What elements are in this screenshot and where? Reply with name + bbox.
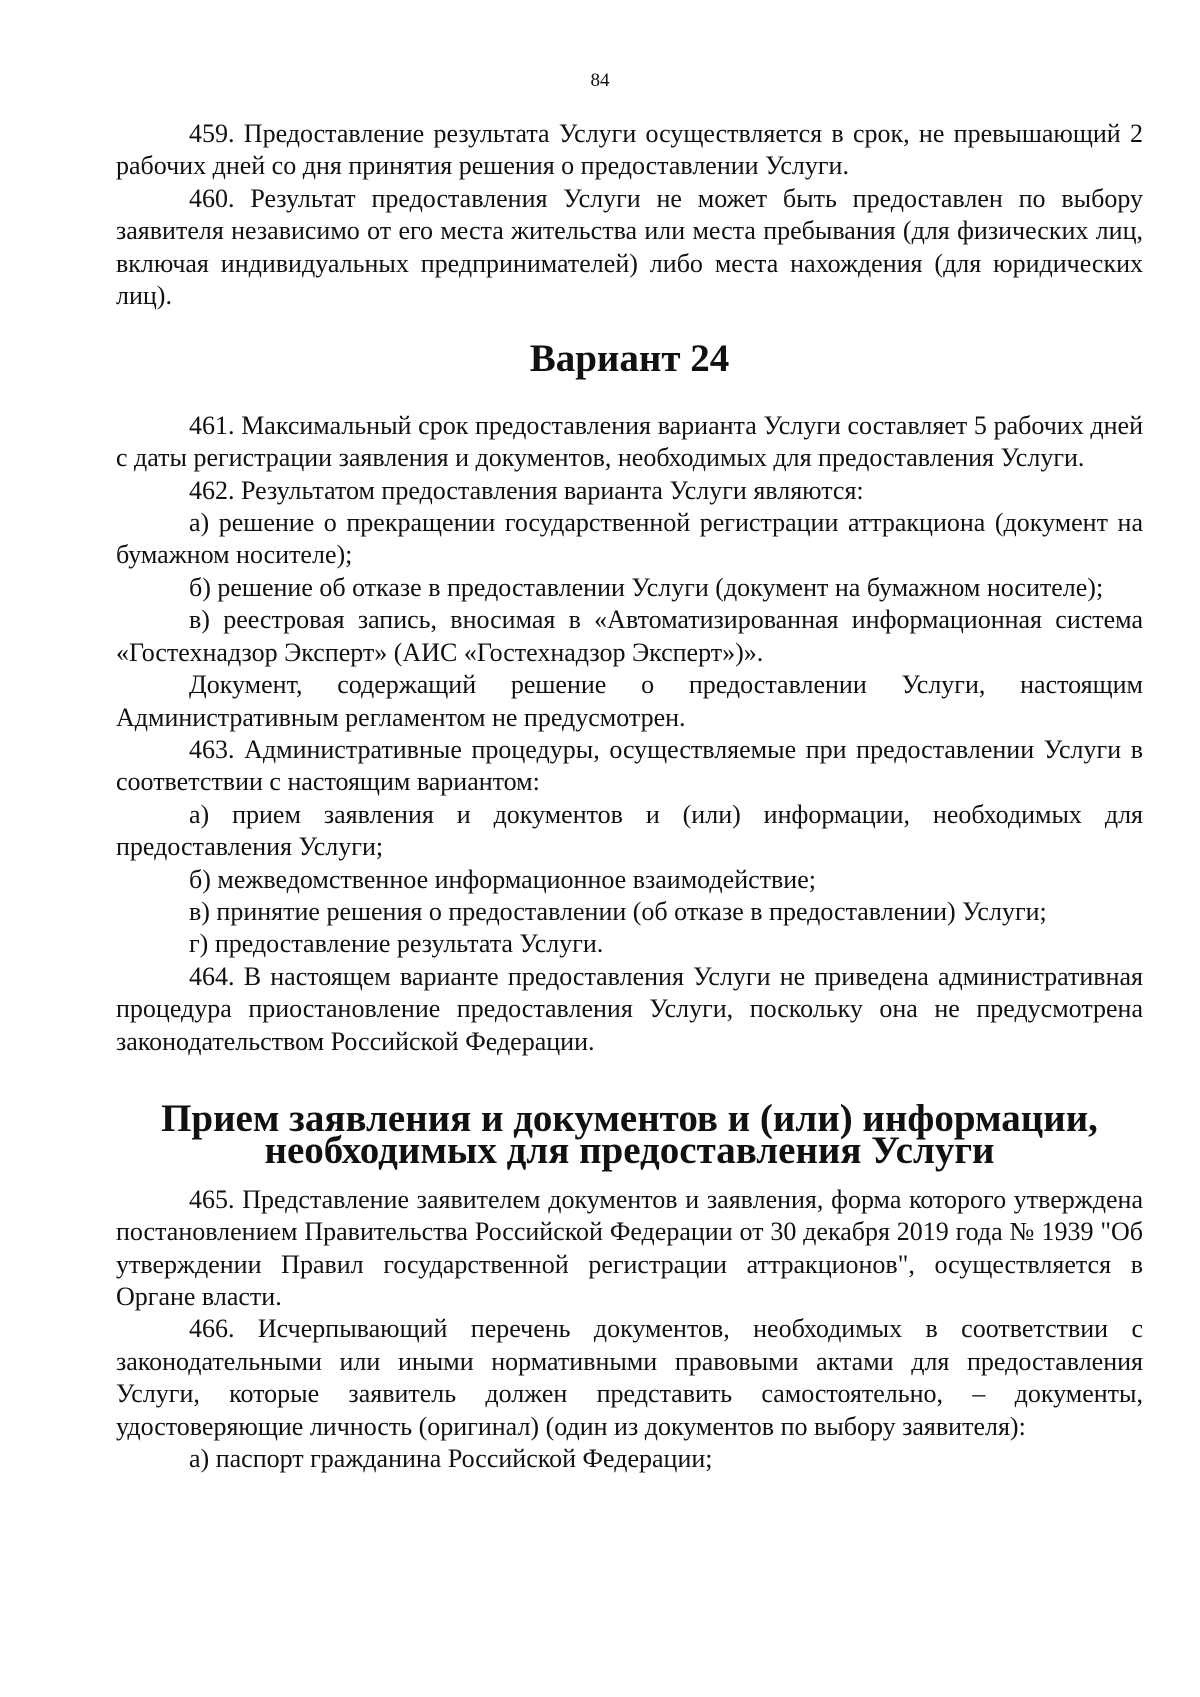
- paragraph-460: 460. Результат предоставления Услуги не может быть предоставлен по выбору заявителя независимо от его места жительства или места пребывания (для физических лиц, включая индивидуальных предпринимателей) либо места нахождения (для юридических лиц).: [116, 183, 1143, 311]
- document-body: [116, 118, 1143, 1475]
- paragraph-461: 461. Максимальный срок предоставления варианта Услуги составляет 5 рабочих дней с даты регистрации заявления и документов, необходимых для предоставления Услуги.: [116, 410, 1143, 473]
- section-heading-variant: Вариант 24: [529, 337, 730, 381]
- list-item-463-v: в) принятие решения о предоставлении (об отказе в предоставлении) Услуги;: [189, 896, 1047, 926]
- list-item-462-a: а) решение о прекращении государственной регистрации аттракциона (документ на бумажном носителе);: [116, 508, 1143, 570]
- paragraph-document-note: Документ, содержащий решение о предоставлении Услуги, настоящим Административным регламентом не предусмотрен.: [116, 670, 1143, 732]
- paragraph-463: 463. Административные процедуры, осуществляемые при предоставлении Услуги в соответствии с настоящим вариантом:: [116, 734, 1143, 797]
- list-item-466-a: а) паспорт гражданина Российской Федерации;: [189, 1444, 713, 1474]
- paragraph-459: 459. Предоставление результата Услуги осуществляется в срок, не превышающий 2 рабочих дней со дня принятия решения о предоставлении Услуги.: [116, 119, 1143, 181]
- section-heading-intake: Прием заявления и документов и (или) информации, необходимых для предоставления Услуги: [161, 1096, 1098, 1173]
- paragraph-465: 465. Представление заявителем документов и заявления, форма которого утверждена постановлением Правительства Российской Федерации от 30 декабря 2019 года № 1939 "Об утверждении Правил государственной регистрации аттракционов", осуществляется в Органе власти.: [116, 1184, 1143, 1311]
- list-item-462-v: в) реестровая запись, вносимая в «Автоматизированная информационная система «Гостехнадзор Эксперт» (АИС «Гостехнадзор Эксперт»)».: [116, 605, 1143, 667]
- paragraph-462: 462. Результатом предоставления варианта Услуги являются:: [189, 475, 864, 505]
- list-item-463-b: б) межведомственное информационное взаимодействие;: [189, 864, 816, 894]
- page-number: 84: [590, 70, 610, 91]
- paragraph-466: 466. Исчерпывающий перечень документов, необходимых в соответствии с законодательными или иными нормативными правовыми актами для предоставления Услуги, которые заявитель должен представить самостоятельно, – документы, удостоверяющие личность (оригинал) (один из документов по выбору заявителя):: [116, 1314, 1143, 1441]
- paragraph-464: 464. В настоящем варианте предоставления Услуги не приведена административная процедура приостановление предоставления Услуги, поскольку она не предусмотрена законодательством Российской Федерации.: [116, 961, 1143, 1056]
- list-item-462-b: б) решение об отказе в предоставлении Услуги (документ на бумажном носителе);: [189, 572, 1104, 602]
- list-item-463-a: а) прием заявления и документов и (или) информации, необходимых для предоставления Услуги;: [116, 799, 1143, 862]
- list-item-463-g: г) предоставление результата Услуги.: [189, 929, 604, 959]
